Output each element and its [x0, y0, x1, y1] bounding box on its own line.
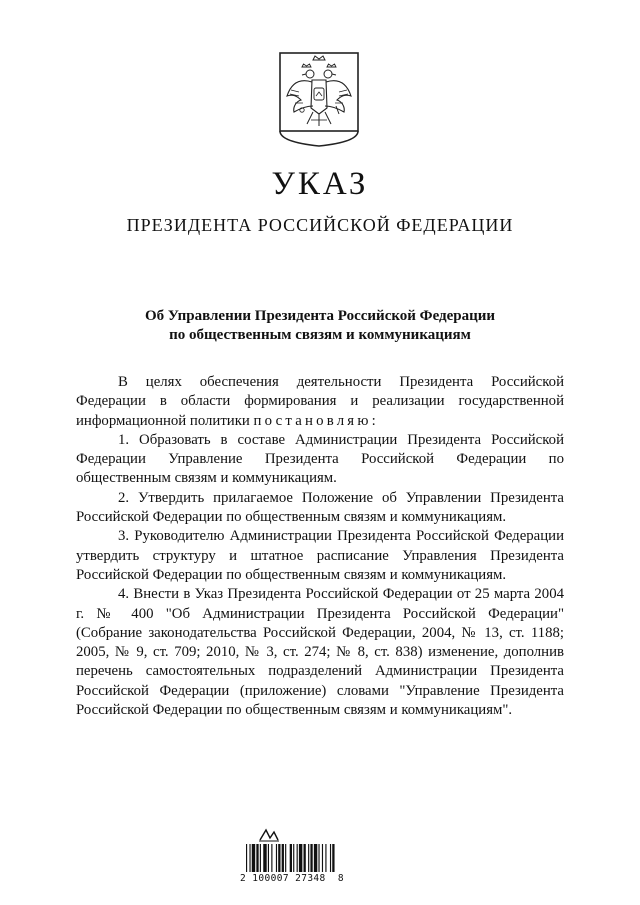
- preamble-text: В целях обеспечения деятельности Президента Российской Федерации в области формирования и реализации государственной информационной политики: [76, 374, 564, 429]
- decree-item-2: 2. Утвердить прилагаемое Положение об Управлении Президента Российской Федерации по общественным связям и коммуникациям.: [76, 489, 564, 526]
- coat-of-arms-icon: [277, 50, 361, 148]
- barcode-bar: [290, 844, 292, 872]
- document-body: [76, 373, 564, 720]
- barcode-bar: [330, 844, 331, 872]
- barcode-bar: [271, 844, 272, 872]
- document-issuer-heading: ПРЕЗИДЕНТА РОССИЙСКОЙ ФЕДЕРАЦИИ: [126, 215, 514, 235]
- barcode-bar: [299, 844, 302, 872]
- barcode-bar: [308, 844, 309, 872]
- barcode-bar: [293, 844, 294, 872]
- barcode-bar: [297, 844, 298, 872]
- barcode-number: 2 100007 27348 8: [240, 873, 345, 884]
- barcode-bar: [278, 844, 280, 872]
- decree-item-4: 4. Внести в Указ Президента Российской Федерации от 25 марта 2004 г. № 400 "Об Администрации Президента Российской Федерации" (Собрание законодательства Российской Федерации, 2004, № 13, ст. 1188; 2005, № 9, ст. 709; 2010, № 3, ст. 274; № 8, ст. 838) изменение, дополнив перечень самостоятельных подразделений Администрации Президента Российской Федерации (приложение) словами "Управление Президента Российской Федерации по общественным связям и коммуникациям".: [76, 586, 564, 719]
- barcode-bar: [249, 844, 250, 872]
- barcode-bar: [304, 844, 306, 872]
- barcode-bar: [246, 844, 247, 872]
- barcode-bar: [318, 844, 319, 872]
- barcode-bar: [276, 844, 277, 872]
- barcode-bar: [268, 844, 269, 872]
- barcode-bar: [282, 844, 284, 872]
- decree-item-1: 1. Образовать в составе Администрации Президента Российской Федерации Управление Президента Российской Федерации по общественным связям и коммуникациям.: [76, 431, 564, 487]
- barcode-block: [240, 828, 390, 884]
- barcode-bar: [310, 844, 312, 872]
- barcode-bar: [332, 844, 334, 872]
- document-title-line-1: Об Управлении Президента Российской Федерации: [144, 308, 496, 324]
- preamble-end: :: [371, 412, 376, 429]
- barcode-bar: [314, 844, 317, 872]
- barcode-bar: [322, 844, 323, 872]
- barcode-icon: [246, 844, 384, 872]
- barcode-bar: [263, 844, 266, 872]
- barcode-bar: [252, 844, 255, 872]
- document-title-line-2: по общественным связям и коммуникациям: [169, 327, 471, 343]
- decree-keyword: постановляю: [253, 412, 372, 429]
- barcode-bar: [260, 844, 261, 872]
- barcode-bar: [256, 844, 258, 872]
- preamble-paragraph: [76, 373, 564, 431]
- barcode-bar: [325, 844, 326, 872]
- decree-item-3: 3. Руководителю Администрации Президента Российской Федерации утвердить структуру и штатное расписание Управления Президента Российской Федерации по общественным связям и коммуникациям.: [76, 528, 564, 583]
- document-type-heading: УКАЗ: [271, 166, 369, 202]
- document-title: [60, 307, 580, 345]
- printer-logo-icon: [258, 828, 280, 842]
- barcode-bar: [285, 844, 286, 872]
